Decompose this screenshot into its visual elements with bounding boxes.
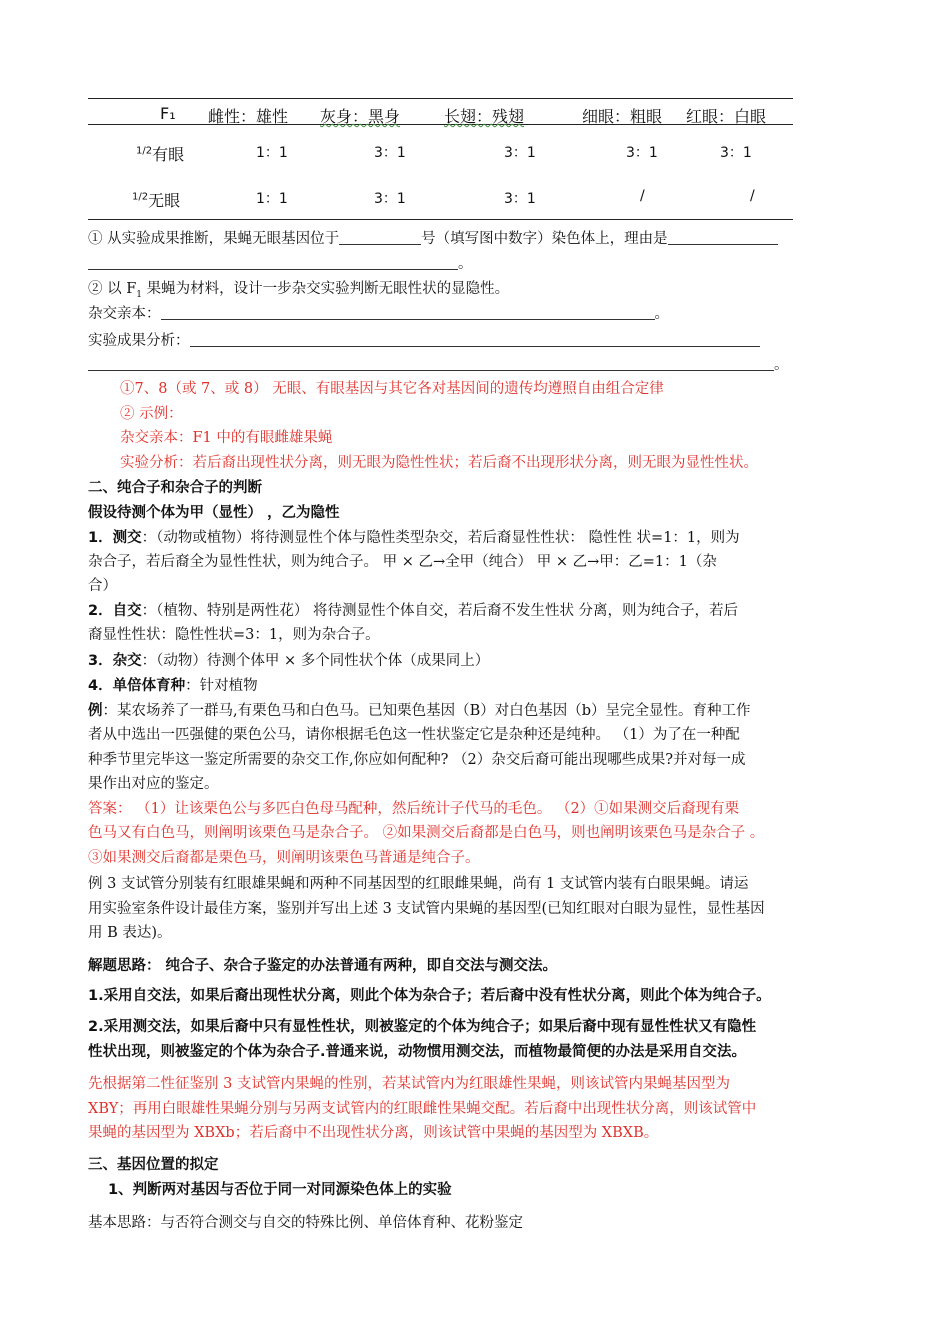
example-1-cont: 种季节里完毕这一鉴定所需要的杂交工作,你应如何配种? （2）杂交后裔可能出现哪些成果?并对每一成	[88, 752, 746, 768]
method-testcross: 1．测交：（动物或植物）将待测显性个体与隐性类型杂交，若后裔显性性状： 隐性性 状=1：1，则为	[88, 530, 740, 546]
example-1-cont: 者从中选出一匹强健的栗色公马，请你根据毛色这一性状鉴定它是杂种还是纯种。 （1）为了在一种配	[88, 727, 740, 743]
assumption: 假设待测个体为甲（显性） ，乙为隐性	[88, 505, 340, 521]
table-cell: 1：1	[256, 145, 288, 161]
method-2-testcross-cont: 性状出现，则被鉴定的个体为杂合子.普通来说，动物惯用测交法，而植物最简便的办法是采用自交法。	[88, 1044, 747, 1060]
table-row-label: $^{1/2}$有眼	[136, 145, 185, 164]
basic-idea: 基本思路：与否符合测交与自交的特殊比例、单倍体育种、花粉鉴定	[88, 1215, 523, 1231]
table-bottom-rule	[88, 219, 793, 220]
section-3-title: 三、基因位置的拟定	[88, 1157, 219, 1173]
method-selfing: 2．自交：（植物、特别是两性花） 将待测显性个体自交，若后裔不发生性状 分离，则为纯合子，若后	[88, 603, 739, 619]
answer-blank[interactable]	[88, 356, 774, 371]
example-2-cont: 用 B 表达)。	[88, 925, 172, 941]
example-2-cont: 用实验室条件设计最佳方案，鉴别并写出上述 3 支试管内果蝇的基因型(已知红眼对白眼为显性，显性基因	[88, 901, 765, 917]
answer-blank[interactable]	[668, 230, 778, 245]
table-cell: 3：1	[626, 145, 658, 161]
cross-parents-prompt: 杂交亲本： 。	[88, 306, 669, 322]
f1-ratio-table	[88, 98, 793, 220]
method-cross: 3．杂交：（动物）待测个体甲 × 多个同性状个体（成果同上）	[88, 653, 490, 669]
example-2-answer-cont: 果蝇的基因型为 XBXb；若后裔中不出现性状分离，则该试管中果蝇的基因型为 XBXB。	[88, 1125, 659, 1141]
table-row-label: $^{1/2}$无眼	[132, 191, 181, 210]
answer-line: 杂交亲本：F1 中的有眼雌雄果蝇	[120, 430, 333, 446]
answer-blank[interactable]	[339, 230, 421, 245]
answer-line: 实验分析：若后裔出现性状分离，则无眼为隐性性状；若后裔不出现形状分离，则无眼为显性性状。	[120, 455, 758, 471]
answer-line: ② 示例：	[120, 406, 183, 422]
question-1-cont: 。	[88, 254, 473, 274]
example-1-cont: 果作出对应的鉴定。	[88, 776, 219, 792]
solution-idea: 解题思路： 纯合子、杂合子鉴定的办法普通有两种，即自交法与测交法。	[88, 958, 558, 974]
table-cell: /	[640, 188, 645, 204]
result-analysis-prompt: 实验成果分析：	[88, 331, 760, 351]
answer-blank[interactable]	[190, 332, 760, 347]
table-cell: 3：1	[504, 191, 536, 207]
answer-blank[interactable]	[88, 255, 458, 270]
table-top-rule	[88, 98, 793, 99]
method-testcross-cont: 合）	[88, 578, 117, 594]
method-selfing-cont: 裔显性性状：隐性性状=3：1，则为杂合子。	[88, 627, 380, 643]
table-cell: 1：1	[256, 191, 288, 207]
table-header-sex: 雌性：雄性	[208, 107, 289, 126]
table-header-f1: F₁	[160, 104, 176, 123]
table-cell: 3：1	[374, 145, 406, 161]
method-2-testcross: 2.采用测交法，如果后裔中只有显性性状，则被鉴定的个体为纯合子；如果后裔中现有显性性状又有隐性	[88, 1019, 757, 1035]
table-header-eye-color: 红眼：白眼	[686, 107, 767, 126]
table-cell: 3：1	[504, 145, 536, 161]
section-2-title: 二、纯合子和杂合子的判断	[88, 480, 262, 496]
method-haploid: 4．单倍体育种：针对植物	[88, 678, 258, 694]
table-header-body: 灰身：黑身	[320, 107, 401, 126]
table-cell: /	[750, 188, 755, 204]
section-3-subtitle: 1、判断两对基因与否位于同一对同源染色体上的实验	[108, 1182, 452, 1198]
example-1-answer: 答案： （1）让该栗色公与多匹白色母马配种，然后统计子代马的毛色。 （2）①如果测交后裔现有栗	[88, 801, 740, 817]
table-header-wing: 长翅：残翅	[444, 107, 525, 126]
answer-line: ①7、8（或 7、或 8） 无眼、有眼基因与其它各对基因间的遗传均遵照自由组合定律	[120, 381, 664, 397]
example-1-answer-cont: ③如果测交后裔都是栗色马，则阐明该栗色马普通是纯合子。	[88, 850, 480, 866]
example-2-answer-cont: XBY；再用白眼雄性果蝇分别与另两支试管内的红眼雌性果蝇交配。若后裔中出现性状分离，则该试管中	[88, 1101, 757, 1117]
example-2-answer: 先根据第二性征鉴别 3 支试管内果蝇的性别，若某试管内为红眼雄性果蝇，则该试管内果蝇基因型为	[88, 1076, 730, 1092]
table-header-eye-size: 细眼：粗眼	[582, 107, 663, 126]
table-cell: 3：1	[720, 145, 752, 161]
question-2: ② 以 $F_1$ 果蝇为材料，设计一步杂交实验判断无眼性状的显隐性。	[88, 281, 510, 300]
answer-blank[interactable]	[161, 305, 655, 320]
question-1: ① 从实验成果推断，果蝇无眼基因位于 号（填写图中数字）染色体上，理由是	[88, 229, 778, 249]
method-1-selfing: 1.采用自交法，如果后裔出现性状分离，则此个体为杂合子；若后裔中没有性状分离，则此个体为纯合子。	[88, 988, 771, 1004]
example-2: 例 3 支试管分别装有红眼雄果蝇和两种不同基因型的红眼雌果蝇，尚有 1 支试管内装有白眼果蝇。请运	[88, 876, 749, 892]
result-analysis-cont: 。	[88, 355, 789, 375]
example-1: 例：某农场养了一群马,有栗色马和白色马。已知栗色基因（B）对白色基因（b）呈完全显性。育种工作	[88, 703, 751, 719]
method-testcross-cont: 杂合子，若后裔全为显性性状，则为纯合子。 甲 × 乙→全甲（纯合） 甲 × 乙→甲：乙=1：1（杂	[88, 554, 717, 570]
example-1-answer-cont: 色马又有白色马，则阐明该栗色马是杂合子。 ②如果测交后裔都是白色马，则也阐明该栗色马是杂合子 。	[88, 825, 765, 841]
table-cell: 3：1	[374, 191, 406, 207]
